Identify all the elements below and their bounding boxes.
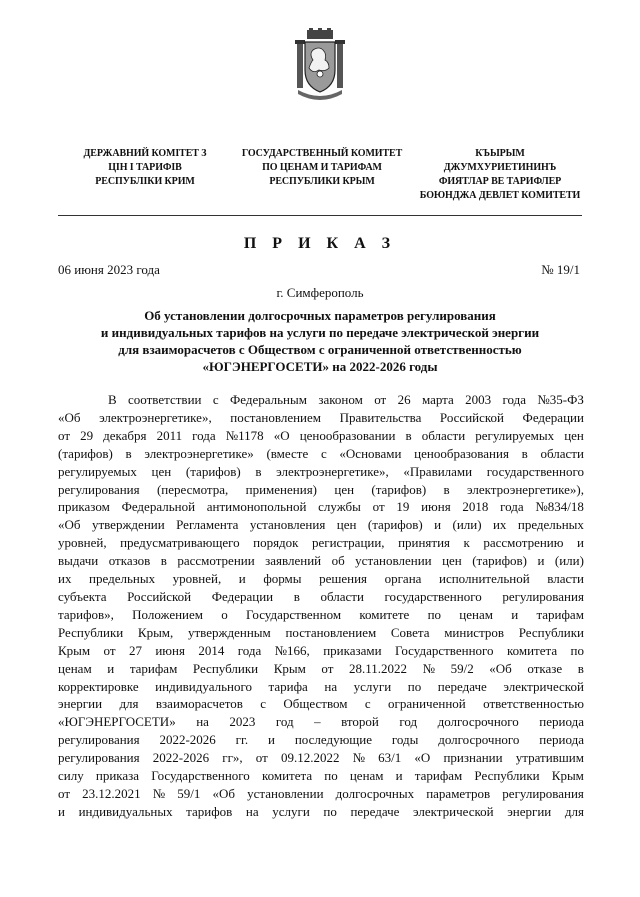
body-word: цен: [151, 463, 172, 479]
body-line: [58, 463, 584, 481]
subject-line: Об установлении долгосрочных параметров регулирования: [144, 308, 496, 323]
body-word: электрической: [503, 678, 584, 694]
body-word: в: [405, 427, 412, 443]
body-word: года: [192, 427, 216, 443]
body-word: 19: [396, 499, 410, 515]
body-word: применения): [245, 481, 318, 497]
body-word: в: [293, 588, 300, 604]
body-word: Федеральной: [121, 499, 196, 515]
body-word: заявлений: [265, 553, 322, 569]
body-word: комитете: [359, 606, 410, 622]
header-line: РЕСПУБЛИКИ КРЫМ: [269, 176, 375, 187]
body-word: на: [245, 803, 259, 819]
body-line: [58, 570, 584, 588]
body-word: о: [221, 606, 228, 622]
body-word: года: [237, 642, 262, 658]
body-word: «Основами: [339, 445, 402, 461]
body-word: Правительства: [339, 409, 422, 425]
body-line: [58, 409, 584, 427]
body-word: декабря: [103, 427, 147, 443]
body-word: периода: [539, 732, 584, 748]
body-word: тарифам: [129, 660, 178, 676]
body-word: регулирования: [58, 750, 140, 766]
body-line: [58, 427, 584, 445]
body-word: долгосрочных: [335, 785, 415, 801]
body-word: с: [364, 696, 371, 712]
body-line: [58, 516, 584, 534]
body-word: Положением: [132, 606, 204, 622]
body-word: (тарифов): [185, 463, 241, 479]
body-word: Республики: [474, 768, 540, 784]
body-word: Обществом: [283, 696, 348, 712]
body-word: Республики: [518, 624, 584, 640]
body-word: и: [267, 732, 275, 748]
body-word: Крым: [551, 768, 584, 784]
body-line: [58, 552, 584, 570]
header-line: ГОСУДАРСТВЕННЫЙ КОМИТЕТ: [241, 148, 403, 159]
body-word: Республики: [192, 660, 259, 676]
body-word: в: [443, 481, 450, 497]
subject-line: для взаиморасчетов с Обществом с ограниченной ответственностью: [118, 342, 522, 357]
body-word: гг.: [235, 732, 249, 748]
body-word: электроэнергетике»: [144, 445, 254, 461]
body-word: на: [196, 714, 209, 730]
body-line: [58, 391, 584, 409]
body-word: для: [564, 803, 584, 819]
body-word: ценообразовании: [299, 427, 396, 443]
body-word: регистрации,: [312, 535, 385, 551]
body-line: [58, 749, 584, 767]
body-line: [58, 678, 584, 696]
body-word: цен: [442, 553, 462, 569]
body-word: по: [570, 642, 584, 658]
body-word: установлении: [247, 785, 324, 801]
body-word: уровней,: [172, 571, 222, 587]
body-word: Российской: [439, 409, 504, 425]
body-word: услуги: [272, 803, 310, 819]
body-word: «Об: [212, 785, 235, 801]
body-word: предельных: [517, 517, 584, 533]
body-word: 2022-2026: [152, 750, 210, 766]
body-word: услуги: [353, 678, 392, 694]
body-word: передаче: [437, 678, 487, 694]
header-line: КЪЫРЫМ: [475, 148, 525, 159]
body-word: года: [502, 392, 527, 407]
body-word: признании: [443, 750, 503, 766]
body-word: №: [422, 660, 436, 676]
body-word: 23.12.2021: [82, 785, 141, 801]
body-word: и: [238, 571, 246, 587]
header-russian: [232, 147, 412, 189]
header-line: ФИЯТЛАР ВЕ ТАРИФЛЕР: [438, 176, 562, 187]
body-word: (или): [452, 517, 482, 533]
body-word: рассмотрении: [177, 553, 255, 569]
body-word: 2014: [198, 642, 225, 658]
body-word: от: [372, 499, 385, 515]
body-word: Крым,: [137, 624, 174, 640]
body-word: год: [275, 714, 294, 730]
body-word: цен: [336, 517, 357, 533]
body-word: приказами: [323, 642, 382, 658]
body-word: ограниченной: [388, 696, 466, 712]
body-word: органа: [384, 571, 422, 587]
body-word: периода: [539, 714, 584, 730]
body-word: 2018: [462, 499, 489, 515]
body-word: в: [255, 463, 262, 479]
body-word: исполнительной: [439, 571, 530, 587]
body-word: №1178: [225, 427, 264, 443]
body-word: тарифам: [414, 768, 463, 784]
header-line: ДЕРЖАВНИЙ КОМІТЕТ З: [83, 148, 207, 159]
body-line: [58, 534, 584, 552]
body-word: приказа: [95, 768, 140, 784]
body-word: 2023: [229, 714, 256, 730]
body-word: (тарифов): [58, 445, 113, 461]
body-word: с: [212, 392, 219, 407]
body-word: тарифам: [536, 606, 584, 622]
body-word: Регламента: [176, 517, 239, 533]
body-word: Федерации: [211, 588, 274, 604]
body-word: соответствии: [128, 392, 202, 407]
body-word: решения: [319, 571, 368, 587]
body-word: индивидуальных: [78, 803, 173, 819]
body-word: второй: [341, 714, 379, 730]
body-word: комитета: [261, 768, 313, 784]
body-word: утвержденным: [187, 624, 271, 640]
body-word: предусматривающего: [120, 535, 240, 551]
body-word: установления: [249, 517, 326, 533]
body-word: индивидуального: [155, 678, 252, 694]
body-word: постановлением: [285, 624, 377, 640]
body-line: [58, 588, 584, 606]
body-word: 2022-2026: [159, 732, 216, 748]
body-word: цен: [334, 481, 355, 497]
body-word: предельных: [89, 571, 156, 587]
document-title: П Р И К А З: [243, 235, 397, 252]
body-word: власти: [547, 571, 584, 587]
body-line: [58, 445, 584, 463]
body-word: от: [374, 392, 387, 407]
body-word: в: [125, 445, 132, 461]
body-word: «Об: [489, 660, 512, 676]
body-word: в: [160, 553, 167, 569]
body-word: по: [427, 606, 442, 622]
body-word: законом: [318, 392, 363, 407]
body-word: установлении: [355, 553, 432, 569]
body-word: в: [577, 660, 584, 676]
body-word: утверждении: [91, 517, 165, 533]
body-word: передаче: [350, 803, 400, 819]
body-word: с: [260, 696, 267, 712]
body-word: регулирования: [58, 481, 140, 497]
body-word: взаиморасчетов: [155, 696, 243, 712]
body-word: 27: [128, 642, 142, 658]
body-word: Совета: [390, 624, 430, 640]
body-word: рассмотрению: [483, 535, 564, 551]
body-word: от: [321, 660, 334, 676]
body-word: и: [511, 606, 519, 622]
body-line: [58, 642, 584, 660]
body-word: государственного: [486, 463, 584, 479]
body-line: [58, 481, 584, 499]
body-line: [58, 660, 584, 678]
body-line: [58, 624, 584, 642]
body-word: В: [108, 392, 117, 407]
body-word: ценообразования: [414, 445, 509, 461]
body-word: комитета: [506, 642, 558, 658]
body-word: и: [537, 553, 545, 569]
body-word: об: [331, 553, 345, 569]
body-line: [58, 731, 584, 749]
header-ukrainian: [66, 147, 224, 189]
body-word: энергии: [507, 803, 552, 819]
body-word: приказом: [58, 499, 110, 515]
body-word: регулируемых: [475, 427, 555, 443]
body-line: [58, 785, 584, 803]
header-line: ДЖУМХУРИЕТИНИНЪ: [443, 162, 557, 173]
body-word: 63/1: [378, 750, 402, 766]
body-word: области: [320, 588, 364, 604]
body-word: по: [324, 768, 338, 784]
body-word: регулирования: [502, 785, 584, 801]
body-word: субъекта: [58, 588, 107, 604]
body-word: формы: [263, 571, 302, 587]
body-word: Крым: [273, 660, 306, 676]
header-line: ЦІН І ТАРИФІВ: [108, 162, 182, 173]
body-word: 28.11.2022: [349, 660, 408, 676]
body-word: «О: [273, 427, 290, 443]
body-word: –: [314, 714, 321, 730]
body-word: принятия: [398, 535, 451, 551]
body-word: долгосрочного: [438, 732, 520, 748]
body-word: №: [352, 750, 365, 766]
document-body: [58, 391, 584, 821]
body-word: «О: [414, 750, 431, 766]
body-word: по: [407, 678, 422, 694]
body-word: Федерации: [522, 409, 584, 425]
body-word: последующие: [294, 732, 373, 748]
body-word: июня: [155, 642, 185, 658]
body-word: по: [323, 803, 337, 819]
body-word: к: [463, 535, 470, 551]
body-word: «Об: [58, 409, 81, 425]
body-word: службы: [318, 499, 361, 515]
body-word: тарифов: [186, 803, 233, 819]
header-line: БОЮНДЖА ДЕВЛЕТ КОМИТЕТИ: [419, 190, 581, 201]
body-word: июня: [421, 499, 451, 515]
header-line: ПО ЦЕНАМ И ТАРИФАМ: [262, 162, 382, 173]
body-word: постановлением: [230, 409, 322, 425]
body-word: на: [324, 678, 338, 694]
body-line: [58, 767, 584, 785]
body-word: 29: [80, 427, 94, 443]
body-word: и: [107, 660, 115, 676]
body-word: отказов: [108, 553, 151, 569]
header-crimean-tatar: [414, 147, 586, 203]
body-word: ценам: [459, 606, 493, 622]
body-line: [58, 713, 584, 731]
document-number: № 19/1: [541, 262, 580, 277]
body-word: в: [521, 445, 528, 461]
body-line: [58, 498, 584, 516]
body-word: электрической: [413, 803, 494, 819]
crimea-coat-of-arms-icon: [295, 28, 345, 102]
body-word: и: [395, 768, 403, 784]
body-word: ценам: [58, 660, 92, 676]
body-word: от: [255, 750, 268, 766]
body-word: Российской: [127, 588, 192, 604]
body-word: (вместе: [266, 445, 309, 461]
body-word: государственного: [384, 588, 482, 604]
body-word: 59/2: [450, 660, 474, 676]
body-word: 09.12.2022: [280, 750, 340, 766]
body-word: и: [58, 803, 65, 819]
body-word: года: [500, 499, 524, 515]
body-word: долгосрочного: [437, 714, 519, 730]
body-word: 2003: [465, 392, 492, 407]
body-word: с: [320, 445, 327, 461]
body-word: электроэнергетике»,: [99, 409, 212, 425]
body-word: и: [434, 517, 442, 533]
body-word: №35-ФЗ: [537, 392, 584, 407]
body-word: министров: [444, 624, 505, 640]
body-word: электроэнергетике»),: [467, 481, 584, 497]
body-word: «Об: [58, 517, 81, 533]
body-word: Государственного: [151, 768, 250, 784]
body-word: Государственного: [394, 642, 494, 658]
body-word: параметров: [426, 785, 491, 801]
subject-line: «ЮГЭНЕРГОСЕТИ» на 2022-2026 годы: [202, 359, 438, 374]
body-word: тарифов»,: [58, 606, 114, 622]
body-word: ответственностью: [483, 696, 584, 712]
body-word: электроэнергетике»,: [276, 463, 389, 479]
body-word: от: [58, 785, 71, 801]
body-word: регулирования: [502, 588, 584, 604]
body-word: отказе: [527, 660, 563, 676]
body-word: 59/1: [177, 785, 201, 801]
body-word: цен: [564, 427, 584, 443]
body-word: области: [421, 427, 466, 443]
body-word: (тарифов): [367, 517, 423, 533]
header-divider: [58, 215, 582, 216]
body-word: корректировке: [58, 678, 139, 694]
body-word: №834/18: [535, 499, 584, 515]
body-word: их: [492, 517, 507, 533]
body-word: Федеральным: [230, 392, 307, 407]
body-word: области: [540, 445, 584, 461]
header-line: РЕСПУБЛІКИ КРИМ: [95, 176, 195, 187]
subject-line: и индивидуальных тарифов на услуги по передаче электрической энергии: [100, 325, 540, 340]
document-city: г. Симферополь: [276, 285, 364, 300]
body-line: [58, 606, 584, 624]
document-date: 06 июня 2023 года: [58, 262, 160, 277]
document-subject: [60, 307, 580, 375]
body-word: ценам: [349, 768, 384, 784]
body-word: регулирования: [58, 732, 140, 748]
body-word: гг»,: [222, 750, 243, 766]
body-word: порядок: [253, 535, 299, 551]
body-word: антимонопольной: [206, 499, 307, 515]
body-word: регулируемых: [58, 463, 137, 479]
body-word: №166,: [274, 642, 310, 658]
body-word: Крым: [58, 642, 91, 658]
body-word: Республики: [58, 624, 124, 640]
body-word: (тарифов): [371, 481, 427, 497]
body-word: (тарифов): [472, 553, 527, 569]
body-word: годы: [391, 732, 419, 748]
body-word: 2011: [156, 427, 183, 443]
body-word: силу: [58, 768, 84, 784]
body-word: «Правилами: [403, 463, 473, 479]
body-word: (пересмотра,: [156, 481, 229, 497]
body-word: от: [58, 427, 71, 443]
body-word: Государственном: [246, 606, 342, 622]
body-word: для: [119, 696, 139, 712]
body-word: их: [58, 571, 72, 587]
body-word: год: [399, 714, 418, 730]
body-line: [58, 695, 584, 713]
body-word: «ЮГЭНЕРГОСЕТИ»: [58, 714, 176, 730]
body-word: марта: [421, 392, 454, 407]
body-word: №: [152, 785, 166, 801]
body-word: (или): [554, 553, 584, 569]
body-word: от: [103, 642, 116, 658]
body-word: выдачи: [58, 553, 99, 569]
body-word: 26: [397, 392, 411, 407]
body-word: энергии: [58, 696, 103, 712]
body-word: и: [576, 535, 584, 551]
body-word: уровней,: [58, 535, 107, 551]
body-line: [58, 803, 584, 821]
body-word: утратившим: [515, 750, 584, 766]
body-word: тарифа: [268, 678, 308, 694]
